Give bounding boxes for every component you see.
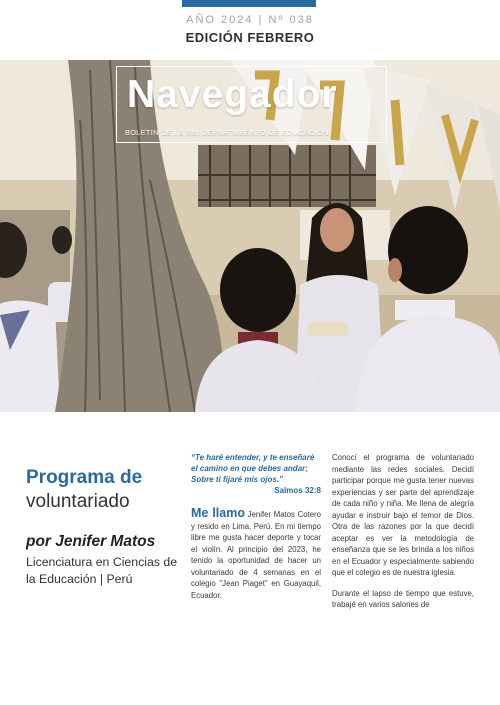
far-child-head xyxy=(52,226,72,254)
masthead-frame xyxy=(116,66,387,143)
teacher-face xyxy=(320,208,354,252)
article-column-2 xyxy=(191,452,321,601)
bible-quote: “Te haré entender, y te enseñaré el camino en que debes andar; Sobre ti fijaré mis ojos.” xyxy=(191,453,315,484)
author-role: Licenciatura en Ciencias de la Educación | Perú xyxy=(26,555,178,586)
center-boy-head xyxy=(220,248,296,332)
right-boy-head xyxy=(388,206,468,294)
article-paragraph-2: Conocí el programa de voluntariado mediante las redes sociales. Decidí participar porque me gusta tener nuevas experiencias y ser parte del aprendizaje de cada niño y niña. Me llena de alegría ayudar e instruir bajo el temor de Dios. Otra de las razones por la que decidí aceptar es ver la metodología de enseñanza que se les brinda a los niños en el Ecuador y especialmente sabiendo que el colegio es de nuestra iglesia. xyxy=(332,453,474,577)
brand-tagline: BOLETIN DE LA SMI DEPARTAMENTO DE EDUCACIÓN xyxy=(125,128,329,137)
author-name: por Jenifer Matos xyxy=(26,533,156,550)
article-title-line1: Programa de xyxy=(26,467,143,488)
bible-quote-reference: Salmos 32:8 xyxy=(274,486,321,495)
author-block xyxy=(26,532,186,588)
edition-label: EDICIÓN FEBRERO xyxy=(185,30,315,45)
article-title xyxy=(26,466,176,514)
article-paragraph-1-text: Jenifer Matos Cotero y resido en Lima, Perú. En mi tiempo libre me gusta hacer deporte y tocar el violín. Al principio del 2023, he tenido la oportunidad de hacer un voluntariado de 4 semanas en el colegio "Jean Piaget" en Guayaquil, Ecuador. xyxy=(191,510,321,600)
issue-line: AÑO 2024 | Nº 038 xyxy=(186,14,314,26)
article-title-line2: voluntariado xyxy=(26,491,130,512)
article-paragraph-1 xyxy=(191,508,321,601)
article-column-3 xyxy=(332,452,474,620)
right-boy-ear xyxy=(388,258,402,282)
article-paragraph-3: Durante el lapso de tiempo que estuve, trabajé en varios salones de xyxy=(332,588,474,609)
top-accent-bar xyxy=(182,0,316,7)
teacher-tray xyxy=(308,322,348,336)
lead-word: Me llamo xyxy=(191,506,245,520)
brand-title: Navegador xyxy=(127,73,338,116)
